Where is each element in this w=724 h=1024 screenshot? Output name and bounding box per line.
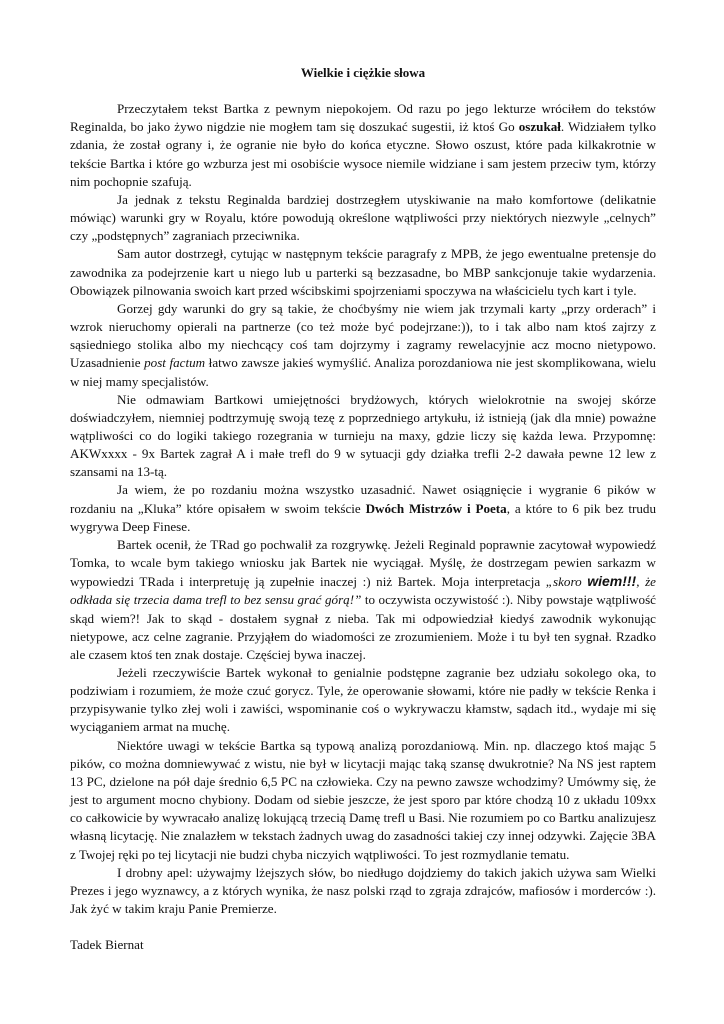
document-title: Wielkie i ciężkie słowa	[300, 65, 426, 80]
paragraph-3: Sam autor dostrzegł, cytując w następnym tekście paragrafy z MPB, że jego ewentualne pretensje do zawodnika za podejrzenie kart u niego lub u parterki są bezzasadne, bo MBP sankcjonuje takie wydarzenia. Obowiązek pilnowania swoich kart przed wścibskimi spojrzeniami spoczywa na właścicielu tych kart i tyle.	[70, 246, 656, 298]
paragraph-6-text-a: Ja wiem, że po rozdaniu można wszystko uzasadnić. Nawet osiągnięcie i wygranie 6 pików w rozdaniu na „Kluka” które opisałem w swoim tekście	[70, 482, 656, 516]
paragraph-9: Niektóre uwagi w tekście Bartka są typową analizą porozdaniową. Min. np. dlaczego ktoś mając 5 pików, co można domniewywać z wistu, nie był w licytacji mając taką szansę dwukrotnie? Na NS jest raptem 13 PC, dzielone na pół daje średnio 6,5 PC na człowieka. Czy na pewno zawsze wchodzimy? Umówmy się, że jest to argument mocno chybiony. Dodam od siebie jeszcze, że jest sporo par które chodzą 10 z układu 109xx co całkowicie by wywracało analizę lokującą trzecią Damę trefl u Basi. Nie rozumiem po co Bartku analizujesz własną licytację. Nie znalazłem w tekstach żadnych uwag do zasadności takiej czy innej odzywki. Zajęcie 3BA z Twojej ręki po tej licytacji nie budzi chyba niczyich wątpliwości. To jest rozmydlanie tematu.	[70, 737, 656, 862]
paragraph-6-text-b: , a które to 6 pik bez trudu wygrywa Deep Finese.	[70, 500, 657, 534]
paragraph-5: Nie odmawiam Bartkowi umiejętności brydżowych, których wielokrotnie na swojej skórze doświadczyłem, niemniej podtrzymuję swoją tezę z poprzedniego artykułu, iż istnieją (jak dla mnie) poważne wątpliwości co do logiki takiego rozegrania w turnieju na maxy, gdzie liczy się każda lewa. Przypomnę: AKWxxxx - 9x Bartek zagrał A i małe trefl do 9 w sytuacji gdy działka trefli 2-2 dawała pewne 12 lew z szansami na 13-tą.	[70, 391, 656, 480]
signature: Tadek Biernat	[70, 937, 144, 953]
paragraph-8: Jeżeli rzeczywiście Bartek wykonał to genialnie podstępne zagranie bez udziału sokolego oka, to podziwiam i rozumiem, że może czuć gorycz. Tyle, że operowanie słowami, które nie padły w tekście Renka i przypisywanie tylko złej woli i zawiści, wspominanie coś o wykrywaczu kłamstw, sądach itd., wydaje mi się wyciąganiem armat na muchę.	[70, 665, 656, 735]
paragraph-2: Ja jednak z tekstu Reginalda bardziej dostrzegłem utyskiwanie na mało komfortowe (delikatnie mówiąc) warunki gry w Royalu, które powodują określone wątpliwości przy niektórych niezwyle „celnych” czy „podstępnych” zagraniach przeciwnika.	[70, 191, 656, 244]
paragraph-4-text-b: łatwo zawsze jakieś wymyślić. Analiza porozdaniowa nie jest skomplikowana, wielu w niej mamy specjalistów.	[70, 355, 656, 389]
paragraph-4	[70, 300, 656, 391]
paragraph-7-text-b: to oczywista oczywistość :). Niby powstaje wątpliwość skąd wiem?! Jak to skąd - dostałem sygnał z nieba. Tak mi odpowiedział kiedyś zawodnik wykonując nietypowe, acz celne zagranie. Przyjąłem do wiadomości ze zrozumieniem. Może i tu był ten sygnał. Rzadko ale czasem ktoś ten znak dostaje. Częściej bywa inaczej.	[70, 592, 656, 662]
paragraph-1	[70, 100, 656, 191]
paragraph-1-text-b: . Widziałem tylko zdania, że został ograny i, że ogranie nie było do końca etyczne. Słowo oszust, które pada kilkakrotnie w tekście Bartka i które go wzburza jest mi osobiście wysoce niemile widziane i sam jestem przeciw tym, którzy nim pochopnie szafują.	[70, 119, 656, 189]
paragraph-6-bold: Dwóch Mistrzów i Poeta	[365, 500, 507, 516]
paragraph-1-bold: oszukał	[518, 119, 561, 135]
document-page	[70, 64, 656, 954]
paragraph-7	[70, 536, 656, 664]
paragraph-6	[70, 481, 656, 535]
paragraph-7-text-a: Bartek ocenił, że TRad go pochwalił za rozgrywkę. Jeżeli Reginald poprawnie zacytował wypowiedź Tomka, to wcale bym takiego wniosku jak Bartek nie wyciągał. Myślę, że dostrzegam pewien sarkazm w wypowiedzi TRada i interpretuję ją zupełnie inaczej :) niż Bartek. Moja interpretacja	[70, 536, 656, 590]
paragraph-1-text-a: Przeczytałem tekst Bartka z pewnym niepokojem. Od razu po jego lekturze wróciłem do tekstów Reginalda, bo jako żywo nigdzie nie mogłem tam się doszukać sugestii, iż ktoś Go	[70, 101, 656, 135]
paragraph-10: I drobny apel: używajmy lżejszych słów, bo niedługo dojdziemy do takich jakich używa sam Wielki Prezes i jego wyznawcy, a z których wynika, że nasz polski rząd to zgraja zdrajców, mafiosów i morderców :). Jak żyć w takim kraju Panie Premierze.	[70, 864, 656, 917]
paragraph-4-text-a: Gorzej gdy warunki do gry są takie, że choćbyśmy nie wiem jak trzymali karty „przy orderach” i wzrok nieruchomy opierali na partnerze (co też może być podejrzane:)), to i tak albo nam ktoś zajrzy z sąsiedniego stolika albo my niechcący coś tam dojrzymy i zagramy rewelacyjnie acz mocno nietypowo. Uzasadnienie	[70, 300, 656, 371]
paragraph-7-quote-emphasis: wiem!!!	[587, 573, 637, 590]
paragraph-7-quote-end: , że odkłada się trzecia dama trefl to bez sensu grać górą!”	[70, 574, 656, 608]
paragraph-4-italic: post factum	[144, 355, 206, 371]
paragraph-7-quote-start: „skoro	[545, 574, 588, 590]
